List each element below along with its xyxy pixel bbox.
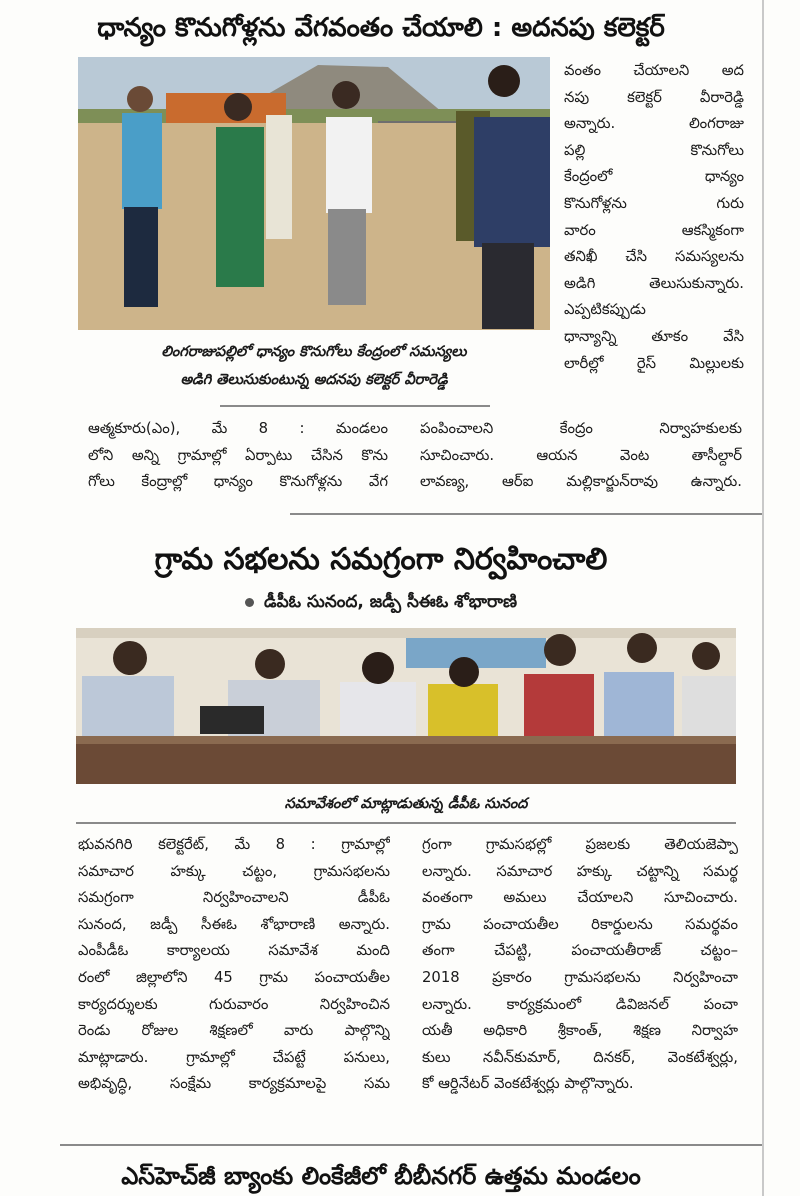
text-line: భువనగిరి కలెక్టరేట్, మే 8 : గ్రామాల్లో <box>78 836 390 853</box>
text-line: ఆత్మకూరు(ఎం), మే 8 : మండలం <box>88 420 388 437</box>
text-line: సూచించారు. ఆయన వెంట తాసీల్దార్ <box>420 446 742 464</box>
text-line: సమాచార హక్కు చట్టం, గ్రామసభలను <box>78 862 390 880</box>
article1-bottom-left <box>88 416 388 496</box>
article1-right-column <box>564 58 744 377</box>
text-line: కార్యదర్శులకు గురువారం నిర్వహించిన <box>78 995 390 1013</box>
text-line: లోని అన్ని గ్రామాల్లో ఏర్పాటు చేసిన కొను <box>88 446 388 464</box>
text-line: గ్రామ పంచాయతీల రికార్డులను సమర్థవం <box>422 915 738 933</box>
text-line: వారం ఆకస్మికంగా <box>564 221 744 239</box>
text-line: గ్రంగా గ్రామసభల్లో ప్రజలకు తెలియజెప్పా <box>422 836 738 853</box>
article2-photo-caption: సమావేశంలో మాట్లాడుతున్న డీపీఓ సునంద <box>284 796 528 812</box>
article-separator <box>60 1144 762 1146</box>
text-line: అడిగి తెలుసుకున్నారు. <box>564 274 744 292</box>
column-divider <box>762 0 764 1196</box>
text-line: ఎంపీడీఓ కార్యాలయ సమావేశ మంది <box>78 942 390 960</box>
text-line: అన్నారు. లింగరాజు <box>564 115 744 133</box>
text-line: లావణ్య, ఆర్ఐ మల్లికార్జున్‌రావు ఉన్నారు. <box>420 473 742 491</box>
text-line: 2018 ప్రకారం గ్రామసభలను నిర్వహించా <box>422 968 738 986</box>
text-line: కొనుగోళ్లను గురు <box>564 194 744 212</box>
text-line: లన్నారు. కార్యక్రమంలో డివిజనల్ పంచా <box>422 995 738 1013</box>
text-line: కేంద్రంలో ధాన్యం <box>564 168 744 186</box>
article1-headline: ధాన్యం కొనుగోళ్లను వేగవంతం చేయాలి : అదనపు కలెక్టర్ <box>97 13 665 43</box>
text-line: గోలు కేంద్రాల్లో ధాన్యం కొనుగోళ్లను వేగ <box>88 473 388 491</box>
text-line: పల్లి కొనుగోలు <box>564 141 744 159</box>
caption-line: అడిగి తెలుసుకుంటున్న అదనపు కలెక్టర్ వీరారెడ్డి <box>180 372 448 388</box>
text-line: యతీ అధికారి శ్రీకాంత్, శిక్షణ నిర్వాహ <box>422 1022 738 1040</box>
text-line: రంలో జిల్లాలోని 45 గ్రామ పంచాయతీల <box>78 968 390 986</box>
text-line: సునంద, జడ్పీ సీఈఓ శోభారాణి అన్నారు. <box>78 915 390 933</box>
text-line: సమగ్రంగా నిర్వహించాలని డీపీఓ <box>78 889 390 907</box>
text-line: నపు కలెక్టర్ వీరారెడ్డి <box>564 88 744 106</box>
text-line: మాట్లాడారు. గ్రామాల్లో చేపట్టే పనులు, <box>78 1048 390 1066</box>
text-line: కులు నవీన్‌కుమార్, దినకర్, వెంకటేశ్వర్లు, <box>422 1048 738 1066</box>
subhead-text: డీపీఓ సునంద, జడ్పీ సీఈఓ శోభారాణి <box>263 592 518 612</box>
text-line: ఎప్పటికప్పుడు <box>564 301 646 319</box>
text-line: ధాన్యాన్ని తూకం వేసి <box>564 327 744 345</box>
text-line: లన్నారు. సమాచార హక్కు చట్టాన్ని సమర్థ <box>422 862 738 880</box>
text-line: కో ఆర్డినేటర్ వెంకటేశ్వర్లు పాల్గొన్నారు. <box>422 1075 634 1093</box>
caption-rule <box>76 822 736 824</box>
article1-bottom-right <box>420 416 742 496</box>
article2-right-column <box>422 832 738 1098</box>
bullet-icon <box>245 598 254 607</box>
text-line: వంతం చేయాలని అద <box>564 62 744 79</box>
text-line: వంతంగా అమలు చేయాలని సూచించారు. <box>422 889 738 907</box>
text-line: తనిఖీ చేసి సమస్యలను <box>564 248 744 266</box>
article2-left-column <box>78 832 390 1098</box>
article2-headline: గ్రామ సభలను సమగ్రంగా నిర్వహించాలి <box>154 542 608 577</box>
caption-rule <box>220 405 490 407</box>
article2-subhead <box>0 592 762 616</box>
article1-photo <box>78 57 550 330</box>
text-line: అభివృద్ధి, సంక్షేమ కార్యక్రమాలపై సమ <box>78 1075 390 1093</box>
article1-photo-caption <box>78 338 550 394</box>
article2-photo <box>76 628 736 784</box>
text-line: తంగా చేపట్టి, పంచాయతీరాజ్ చట్టం– <box>422 942 738 960</box>
text-line: పంపించాలని కేంద్రం నిర్వాహకులకు <box>420 420 742 437</box>
text-line: రెండు రోజుల శిక్షణలో వారు పాల్గొన్ని <box>78 1022 390 1040</box>
caption-line: లింగరాజుపల్లిలో ధాన్యం కొనుగోలు కేంద్రంలో సమస్యలు <box>161 344 467 360</box>
article-separator <box>290 513 762 515</box>
text-line: లారీల్లో రైస్ మిల్లులకు <box>564 354 744 372</box>
article3-headline: ఎస్‌హెచ్‌జీ బ్యాంకు లింకేజీలో బీబీనగర్ ఉత్తమ మండలం <box>121 1162 641 1190</box>
